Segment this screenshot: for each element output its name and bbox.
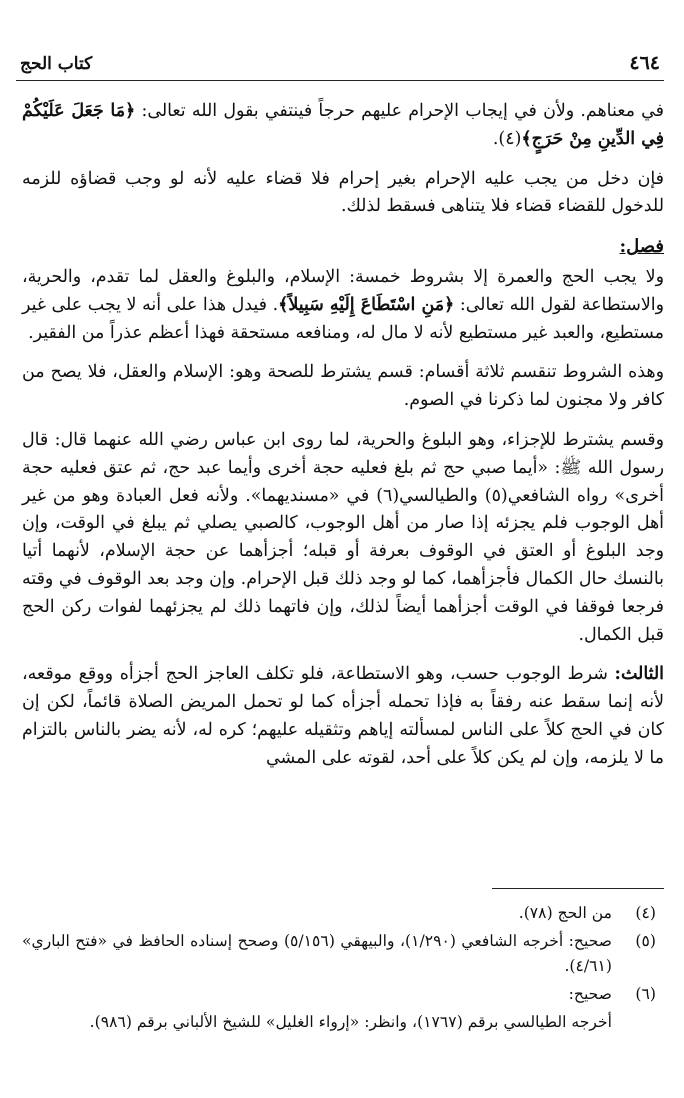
page-number: ٤٦٤ <box>629 52 660 74</box>
footnote-ref-5: (٥) <box>484 485 508 506</box>
footnote-item <box>22 901 664 926</box>
paragraph-lead: الثالث: <box>614 664 665 685</box>
text-span: في «مسنديهما». ولأنه فعل العبادة وهو من غير أهل الوجوب فلم يجزئه إذا صار من أهل الوجوب، كالصبي يصلي ثم يبلغ في الوقت، وإن وجد البلوغ أو العتق في الوقوف بعرفة أو قبله؛ أجزأهما عن حجة الإسلام، لأنهما أتيا بالنسك حال الكمال فأجزأهما، كما لو وجد ذلك قبل الإحرام. وإن وجد بعد الوقوف في وقته فرجعا فوقفا في الوقت أجزأهما أيضاً لذلك، وإن فاتهما ذلك لم يجزئهما لفوات ركن الحج قبل الكمال. <box>22 485 664 645</box>
footnote-item <box>22 929 664 979</box>
section-heading: فصل: <box>619 236 664 258</box>
page-header <box>16 52 664 81</box>
quran-quote: ﴿مَنِ اسْتَطَاعَ إِلَيْهِ سَبِيلاً﴾ <box>278 294 455 315</box>
footnote-number: (٦) <box>635 985 656 1003</box>
text-span: شرط الوجوب حسب، وهو الاستطاعة، فلو تكلف العاجز الحج أجزأه ووقع موقعه، لأنه إنما سقط عنه رفقاً به فإذا تحمله أجزأه كما لو تحمل المريض الصلاة قائماً، لكن إن كان في الحج كلاً على الناس لمسألته إياهم وتثقيله عليهم؛ كره له، لأنه يضر بالناس بالتزام ما لا يلزمه، وإن لم يكن كلاً على أحد، لقوته على المشي <box>22 664 664 768</box>
text-span: . فيدل هذا على أنه لا يجب على غير مستطيع، والعبد غير مستطيع لأنه لا مال له، ومنافعه مستحقة فهذا أعظم عذراً من الفقير. <box>22 294 664 343</box>
footnote-number: (٤) <box>635 904 656 922</box>
footnote-continuation: أخرجه الطيالسي برقم (١٧٦٧)، وانظر: «إرواء الغليل» للشيخ الألباني برقم (٩٨٦). <box>89 1013 612 1031</box>
text-span: ولا يجب الحج والعمرة إلا بشروط خمسة: الإسلام، والبلوغ والعقل لما تقدم، والحرية، والاستطاعة لقول الله تعالى: <box>22 266 664 315</box>
paragraph-4: وهذه الشروط تنقسم ثلاثة أقسام: قسم يشترط للصحة وهو: الإسلام والعقل، فلا يصح من كافر ولا مجنون لما ذكرنا في الصوم. <box>22 362 664 411</box>
paragraph-3 <box>22 264 664 347</box>
footnote-ref-4: (٤). <box>492 128 522 149</box>
paragraph-6 <box>22 661 664 772</box>
footnote-text: صحيح: أخرجه الشافعي (١/٢٩٠)، والبيهقي (٥/١٥٦) وصحح إسناده الحافظ في «فتح الباري» (٤/٦١). <box>22 932 612 975</box>
paragraph-5 <box>22 427 664 649</box>
footnote-number: (٥) <box>635 932 656 950</box>
text-span: والطيالسي <box>399 485 485 506</box>
paragraph-2: فإن دخل من يجب عليه الإحرام بغير إحرام فلا قضاء عليه لأنه لو وجب قضاؤه للزمه للدخول للقضاء قضاء فلا يتناهى فسقط لذلك. <box>22 168 664 217</box>
footnote-item <box>22 982 664 1007</box>
footnote-ref-6: (٦) <box>376 485 400 506</box>
paragraph-1 <box>22 98 664 154</box>
main-text <box>22 98 664 785</box>
footnote-text: صحيح: <box>568 985 612 1003</box>
footnotes <box>22 888 664 1035</box>
quran-quote: ﴿مَا جَعَلَ عَلَيْكُمْ فِي الدِّينِ مِنْ حَرَجٍ﴾ <box>22 101 664 149</box>
footnote-text: من الحج (٧٨). <box>518 904 612 922</box>
text-span: وقسم يشترط للإجزاء، وهو البلوغ والحرية، لما روى ابن عباس رضي الله عنهما قال: قال رسول الله ﷺ: «أيما صبي حج ثم بلغ فعليه حجة أخرى وأيما عبد حج، ثم عتق فعليه حجة أخرى» رواه الشافعي <box>22 429 664 506</box>
text-span: في معناهم. ولأن في إيجاب الإحرام عليهم حرجاً فينتفي بقول الله تعالى: <box>135 101 664 121</box>
footnote-rule <box>492 888 664 889</box>
running-title: كتاب الحج <box>20 54 93 74</box>
